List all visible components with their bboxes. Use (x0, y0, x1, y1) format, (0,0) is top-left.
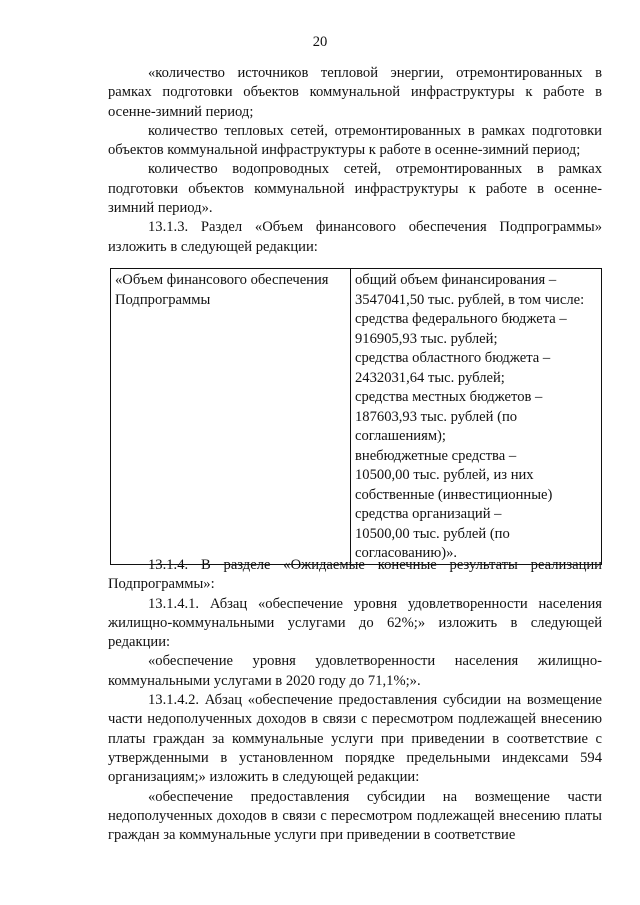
paragraph-heat-sources: «количество источников тепловой энергии, отремонтированных в рамках подготовки объектов коммунальной инфраструктуры к работе в осенне-зимний период; (108, 65, 602, 120)
bottom-text-block (108, 556, 602, 845)
funding-line: 187603,93 тыс. рублей (по (355, 408, 518, 425)
funding-line: 916905,93 тыс. рублей; (355, 330, 498, 347)
funding-values-cell (351, 269, 602, 565)
paragraph-section-13-1-4: 13.1.4. В разделе «Ожидаемые конечные результаты реализации Подпрограммы»: (108, 557, 602, 593)
funding-line: общий объем финансирования – (355, 272, 557, 288)
paragraph-section-13-1-3: 13.1.3. Раздел «Объем финансового обеспечения Подпрограммы» изложить в следующей редакции: (108, 219, 602, 255)
paragraph-section-13-1-4-2: 13.1.4.2. Абзац «обеспечение предоставления субсидии на возмещение части недополученных доходов в связи с пересмотром подлежащей внесению платы граждан за коммунальные услуги при приведении в соответствие с утвержденными в установленном порядке предельными индексами 594 организациям;» изложить в следующей редакции: (108, 692, 602, 786)
funding-line: 3547041,50 тыс. рублей, в том числе: (355, 291, 585, 308)
top-text-block (108, 64, 602, 257)
funding-line: средства местных бюджетов – (355, 389, 543, 405)
funding-line: 10500,00 тыс. рублей (по (355, 525, 510, 542)
page-number: 20 (312, 34, 328, 50)
funding-label-cell: «Объем финансового обеспечения Подпрограммы (111, 269, 351, 565)
funding-line: 2432031,64 тыс. рублей; (355, 369, 505, 386)
funding-line: внебюджетные средства – (355, 447, 517, 464)
funding-line: соглашениям); (355, 428, 446, 444)
funding-line: средства организаций – (355, 506, 502, 522)
paragraph-water-networks: количество водопроводных сетей, отремонтированных в рамках подготовки объектов коммунальной инфраструктуры к работе в осенне-зимний период». (108, 161, 602, 217)
paragraph-satisfaction-target: «обеспечение уровня удовлетворенности населения жилищно-коммунальными услугами в 2020 году до 71,1%;». (108, 653, 602, 689)
funding-line: согласованию)». (355, 545, 458, 561)
paragraph-section-13-1-4-1: 13.1.4.1. Абзац «обеспечение уровня удовлетворенности населения жилищно-коммунальными услугами до 62%;» изложить в следующей редакции: (108, 595, 602, 651)
table-row (111, 269, 602, 565)
funding-line: собственные (инвестиционные) (355, 486, 553, 503)
funding-table (110, 268, 602, 565)
paragraph-subsidy-new-text: «обеспечение предоставления субсидии на возмещение части недополученных доходов в связи с пересмотром подлежащей внесению платы граждан за коммунальные услуги при приведении в соответствие (108, 788, 602, 844)
funding-line: средства областного бюджета – (355, 350, 551, 366)
paragraph-heat-networks: количество тепловых сетей, отремонтированных в рамках подготовки объектов коммунальной инфраструктуры к работе в осенне-зимний период; (108, 122, 602, 159)
funding-line: средства федерального бюджета – (355, 311, 567, 327)
funding-line: 10500,00 тыс. рублей, из них (355, 467, 534, 483)
